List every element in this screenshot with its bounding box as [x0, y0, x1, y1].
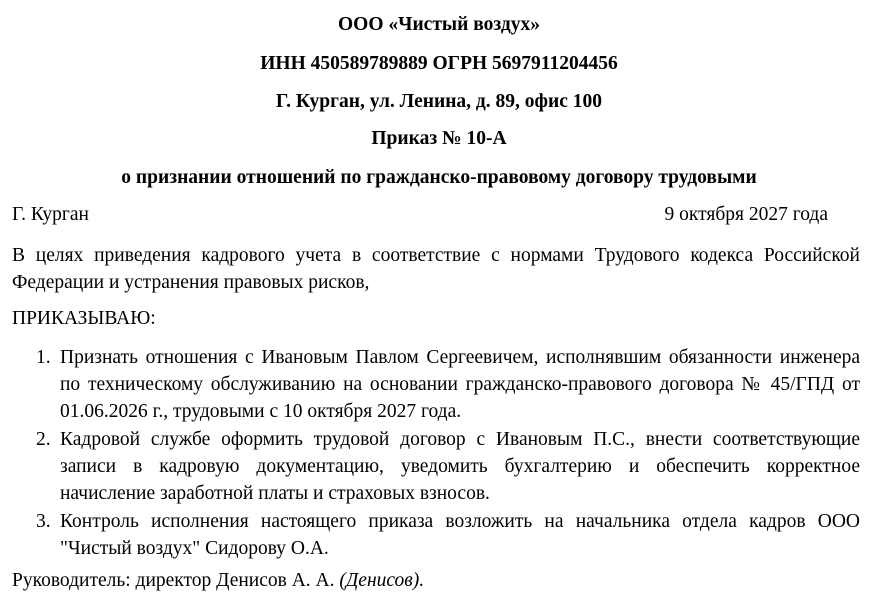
- preamble-text: В целях приведения кадрового учета в соответствие с нормами Трудового кодекса Российской Федерации и устранения правовых рисков,: [12, 245, 860, 293]
- order-items-list: [12, 344, 860, 563]
- list-item-number: 1.: [36, 347, 51, 368]
- place-date-line: [12, 204, 828, 230]
- company-name: ООО «Чистый воздух»: [338, 14, 540, 35]
- signature-label: Руководитель: директор Денисов А. А.: [12, 570, 335, 591]
- list-item-number: 2.: [36, 429, 51, 450]
- list-item-text: Признать отношения с Ивановым Павлом Сергеевичем, исполнявшим обязанности инженера по техническому обслуживанию на основании гражданско-правового договора № 45/ГПД от 01.06.2026 г., трудовыми с 10 октября 2027 года.: [60, 347, 860, 422]
- list-item-text: Кадровой службе оформить трудовой договор с Ивановым П.С., внести соответствующие записи в кадровую документацию, уведомить бухгалтерию и обеспечить корректное начисление заработной платы и страховых взносов.: [60, 429, 860, 504]
- list-item: [12, 508, 860, 562]
- order-subject: о признании отношений по гражданско-правовому договору трудовыми: [121, 167, 757, 188]
- order-title: Приказ № 10-А: [371, 128, 507, 149]
- company-address: Г. Курган, ул. Ленина, д. 89, офис 100: [275, 91, 603, 112]
- list-item-text: Контроль исполнения настоящего приказа возложить на начальника отдела кадров ООО "Чистый воздух" Сидорову О.А.: [60, 511, 860, 559]
- order-city: Г. Курган: [12, 204, 89, 225]
- signature-line: [12, 570, 424, 592]
- order-heading: ПРИКАЗЫВАЮ:: [12, 308, 156, 329]
- list-item: [12, 426, 860, 507]
- list-item: [12, 344, 860, 425]
- list-item-number: 3.: [36, 511, 51, 532]
- company-registration: ИНН 450589789889 ОГРН 5697911204456: [260, 53, 618, 74]
- signature-handwritten: (Денисов).: [339, 570, 425, 591]
- order-date: 9 октября 2027 года: [664, 204, 828, 225]
